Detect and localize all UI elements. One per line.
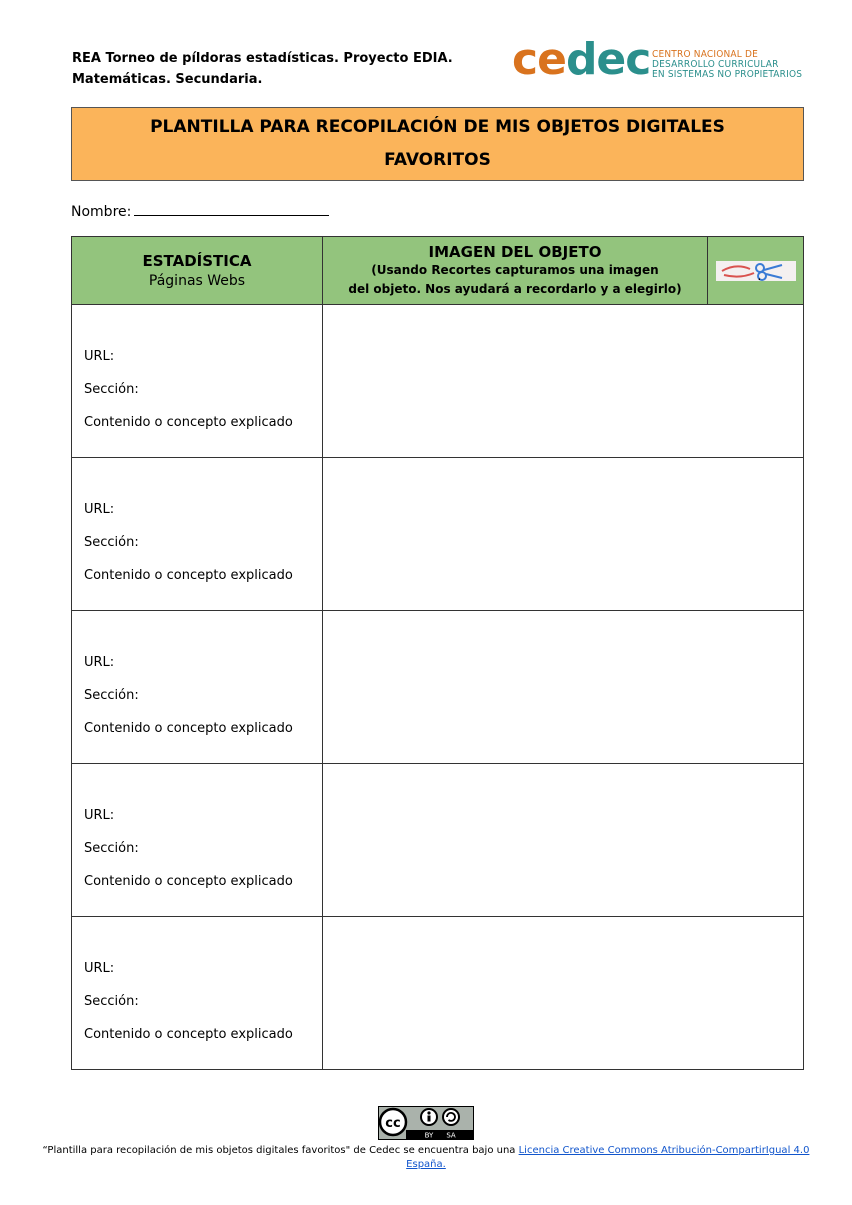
license-link[interactable]: Licencia Creative Commons Atribución-CompartirIgual 4.0 España. bbox=[406, 1145, 810, 1170]
favorites-table bbox=[71, 236, 804, 1070]
name-field bbox=[71, 201, 329, 220]
svg-text:cc: cc bbox=[385, 1116, 401, 1131]
url-label: URL: bbox=[84, 961, 115, 976]
url-label: URL: bbox=[84, 808, 115, 823]
name-blank-line[interactable] bbox=[134, 201, 329, 216]
url-label: URL: bbox=[84, 502, 115, 517]
template-title bbox=[71, 107, 804, 181]
header-col2-sub-1: (Usando Recortes capturamos una imagen bbox=[371, 262, 659, 277]
seccion-label: Sección: bbox=[84, 841, 139, 856]
seccion-label: Sección: bbox=[84, 382, 139, 397]
row-image-cell[interactable] bbox=[323, 764, 804, 917]
creative-commons-by-sa-icon[interactable] bbox=[378, 1106, 474, 1140]
header-col2-title: IMAGEN DEL OBJETO bbox=[428, 242, 602, 261]
header-snip-cell bbox=[708, 237, 804, 305]
header-col1-title: ESTADÍSTICA bbox=[142, 251, 252, 270]
logo-sub-3: EN SISTEMAS NO PROPIETARIOS bbox=[652, 69, 803, 80]
row-info-cell[interactable] bbox=[72, 458, 323, 611]
table-row bbox=[72, 305, 804, 458]
row-info-cell[interactable] bbox=[72, 305, 323, 458]
row-image-cell[interactable] bbox=[323, 611, 804, 764]
cc-by-label: BY bbox=[424, 1131, 434, 1140]
logo-sub-2: DESARROLLO CURRICULAR bbox=[652, 59, 779, 70]
row-info-cell[interactable] bbox=[72, 917, 323, 1070]
url-label: URL: bbox=[84, 655, 115, 670]
contenido-label: Contenido o concepto explicado bbox=[84, 415, 293, 430]
table-header-row bbox=[72, 237, 804, 305]
header-line-1: REA Torneo de píldoras estadísticas. Proyecto EDIA. bbox=[72, 51, 453, 66]
row-info-cell[interactable] bbox=[72, 611, 323, 764]
row-image-cell[interactable] bbox=[323, 458, 804, 611]
license-notice bbox=[40, 1144, 812, 1172]
table-row bbox=[72, 458, 804, 611]
seccion-label: Sección: bbox=[84, 688, 139, 703]
license-text: “Plantilla para recopilación de mis objetos digitales favoritos" de Cedec se encuentra bajo una bbox=[42, 1145, 519, 1156]
url-label: URL: bbox=[84, 349, 115, 364]
logo-subtitle bbox=[652, 50, 802, 80]
header-imagen-objeto bbox=[323, 237, 708, 305]
row-image-cell[interactable] bbox=[323, 305, 804, 458]
logo-word-ce: ce bbox=[512, 34, 566, 85]
contenido-label: Contenido o concepto explicado bbox=[84, 568, 293, 583]
cedec-logo bbox=[512, 34, 812, 88]
seccion-label: Sección: bbox=[84, 535, 139, 550]
contenido-label: Contenido o concepto explicado bbox=[84, 1027, 293, 1042]
document-header bbox=[72, 48, 453, 90]
contenido-label: Contenido o concepto explicado bbox=[84, 874, 293, 889]
snip-suffix: . bbox=[757, 268, 762, 283]
table-row bbox=[72, 764, 804, 917]
header-line-2: Matemáticas. Secundaria. bbox=[72, 72, 263, 87]
table-row bbox=[72, 611, 804, 764]
header-estadistica bbox=[72, 237, 323, 305]
name-label: Nombre: bbox=[71, 204, 132, 220]
title-line-2: FAVORITOS bbox=[384, 150, 491, 170]
logo-word-dec: dec bbox=[565, 34, 651, 85]
row-info-cell[interactable] bbox=[72, 764, 323, 917]
logo-sub-1: CENTRO NACIONAL DE bbox=[652, 49, 759, 60]
header-col1-subtitle: Páginas Webs bbox=[148, 272, 246, 289]
seccion-label: Sección: bbox=[84, 994, 139, 1009]
contenido-label: Contenido o concepto explicado bbox=[84, 721, 293, 736]
title-line-1: PLANTILLA PARA RECOPILACIÓN DE MIS OBJETOS DIGITALES bbox=[150, 117, 725, 137]
table-row bbox=[72, 917, 804, 1070]
scissors-snip-icon bbox=[716, 261, 796, 281]
row-image-cell[interactable] bbox=[323, 917, 804, 1070]
footer-badge-wrap bbox=[0, 1106, 852, 1144]
header-col2-sub-2: del objeto. Nos ayudará a recordarlo y a elegirlo) bbox=[348, 281, 682, 296]
cc-sa-label: SA bbox=[446, 1131, 456, 1140]
